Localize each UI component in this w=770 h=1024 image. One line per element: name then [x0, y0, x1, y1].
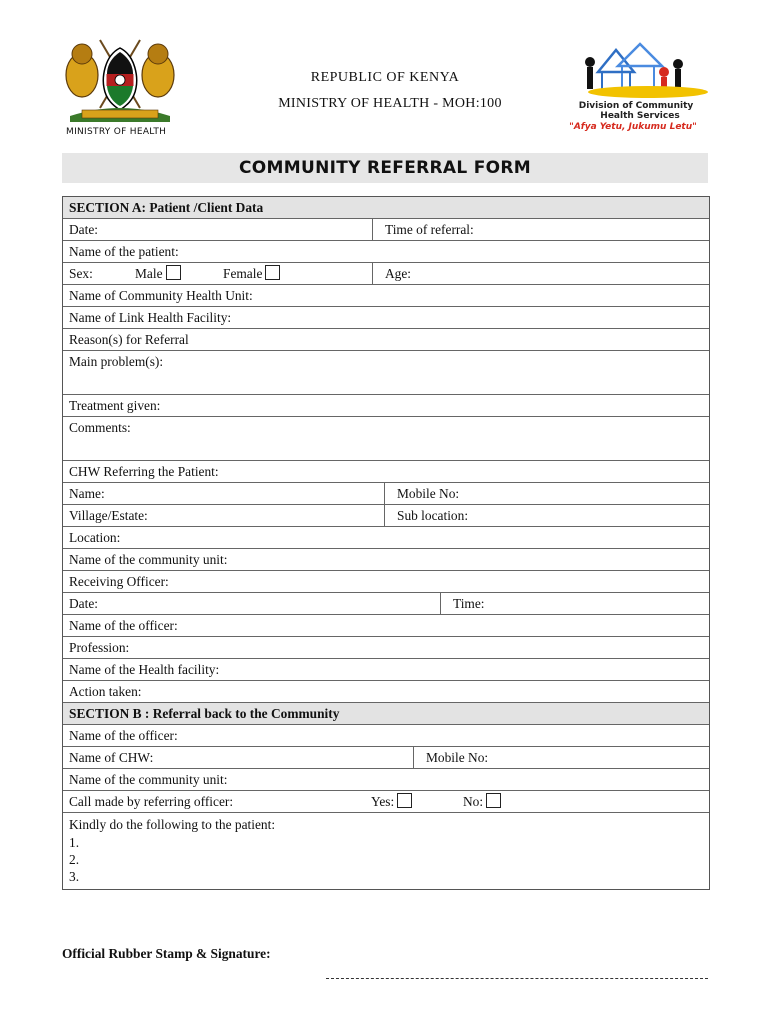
chu-name-label: Name of Community Health Unit: [69, 288, 253, 303]
yes-label: Yes: [371, 794, 395, 809]
main-problems-field[interactable] [63, 351, 709, 395]
dchs-line2: Health Services [600, 111, 680, 121]
b-mobile-label: Mobile No: [426, 750, 489, 765]
link-facility-field[interactable] [63, 307, 709, 329]
row-chw-mobile [63, 747, 709, 769]
mobile-cell[interactable] [384, 483, 709, 504]
time-of-referral-label: Time of referral: [385, 222, 474, 237]
treatment-field[interactable] [63, 395, 709, 417]
age-cell[interactable] [372, 263, 709, 284]
village-label[interactable]: Village/Estate: [69, 508, 148, 523]
referral-form-table [62, 196, 710, 890]
profession-field[interactable] [63, 637, 709, 659]
sublocation-cell[interactable] [384, 505, 709, 526]
chw-referring-heading [63, 461, 709, 483]
yes-checkbox[interactable] [397, 793, 412, 808]
dchs-line1: Division of Community [578, 101, 694, 111]
patient-name-label: Name of the patient: [69, 244, 179, 259]
officer-name-field[interactable] [63, 615, 709, 637]
reasons-heading [63, 329, 709, 351]
stamp-signature-label: Official Rubber Stamp & Signature: [62, 946, 271, 961]
male-checkbox[interactable] [166, 265, 181, 280]
section-a-heading: SECTION A: Patient /Client Data [63, 197, 709, 219]
comments-label: Comments: [69, 420, 131, 435]
treatment-label: Treatment given: [69, 398, 161, 413]
female-checkbox[interactable] [265, 265, 280, 280]
receiving-time-cell[interactable] [440, 593, 709, 614]
receiving-officer-heading [63, 571, 709, 593]
instructions-label: Kindly do the following to the patient: [69, 817, 276, 832]
no-label: No: [463, 794, 484, 809]
time-of-referral-cell[interactable] [372, 219, 709, 240]
receiving-officer-label: Receiving Officer: [69, 574, 169, 589]
call-made-label: Call made by referring officer: [69, 794, 234, 809]
no-checkbox[interactable] [486, 793, 501, 808]
row-receiving-date-time [63, 593, 709, 615]
link-facility-label: Name of Link Health Facility: [69, 310, 232, 325]
age-label: Age: [385, 266, 412, 281]
instruction-item-3: 3. [69, 869, 80, 884]
chw-referring-label: CHW Referring the Patient: [69, 464, 219, 479]
b-officer-name-field[interactable] [63, 725, 709, 747]
profession-label: Profession: [69, 640, 130, 655]
signature-line[interactable] [326, 978, 708, 979]
sex-label: Sex: [69, 266, 93, 281]
officer-name-label: Name of the officer: [69, 618, 178, 633]
chw-name-label[interactable]: Name: [69, 486, 105, 501]
dchs-motto: "Afya Yetu, Jukumu Letu" [569, 122, 697, 132]
action-taken-field[interactable] [63, 681, 709, 703]
instruction-item-1: 1. [69, 835, 80, 850]
main-problems-label: Main problem(s): [69, 354, 164, 369]
receiving-date-label[interactable]: Date: [69, 596, 98, 611]
action-taken-label: Action taken: [69, 684, 142, 699]
mobile-label: Mobile No: [397, 486, 460, 501]
health-facility-label: Name of the Health facility: [69, 662, 220, 677]
female-label: Female [223, 266, 263, 281]
patient-name-field[interactable] [63, 241, 709, 263]
row-sex-age [63, 263, 709, 285]
community-unit-field[interactable] [63, 549, 709, 571]
location-field[interactable] [63, 527, 709, 549]
b-community-unit-field[interactable] [63, 769, 709, 791]
b-mobile-cell[interactable] [413, 747, 709, 768]
instructions-field[interactable] [63, 813, 709, 889]
date-label[interactable]: Date: [69, 222, 98, 237]
row-name-mobile [63, 483, 709, 505]
instruction-item-2: 2. [69, 852, 80, 867]
republic-of-kenya-heading: REPUBLIC OF KENYA [310, 70, 460, 85]
health-facility-field[interactable] [63, 659, 709, 681]
ministry-of-health-label: MINISTRY OF HEALTH [66, 127, 167, 137]
location-label: Location: [69, 530, 121, 545]
row-village-sublocation [63, 505, 709, 527]
community-unit-label: Name of the community unit: [69, 552, 228, 567]
b-officer-name-label: Name of the officer: [69, 728, 178, 743]
b-community-unit-label: Name of the community unit: [69, 772, 228, 787]
receiving-time-label: Time: [453, 596, 485, 611]
chu-name-field[interactable] [63, 285, 709, 307]
male-label: Male [135, 266, 163, 281]
row-call-made [63, 791, 709, 813]
row-date-time [63, 219, 709, 241]
form-title: COMMUNITY REFERRAL FORM [62, 153, 708, 183]
b-chw-name-label[interactable]: Name of CHW: [69, 750, 154, 765]
community-health-logo-icon [548, 36, 718, 136]
sublocation-label: Sub location: [397, 508, 469, 523]
reasons-label: Reason(s) for Referral [69, 332, 189, 347]
comments-field[interactable] [63, 417, 709, 461]
ministry-moh-heading: MINISTRY OF HEALTH - MOH:100 [278, 96, 502, 111]
section-b-heading: SECTION B : Referral back to the Community [63, 703, 709, 725]
